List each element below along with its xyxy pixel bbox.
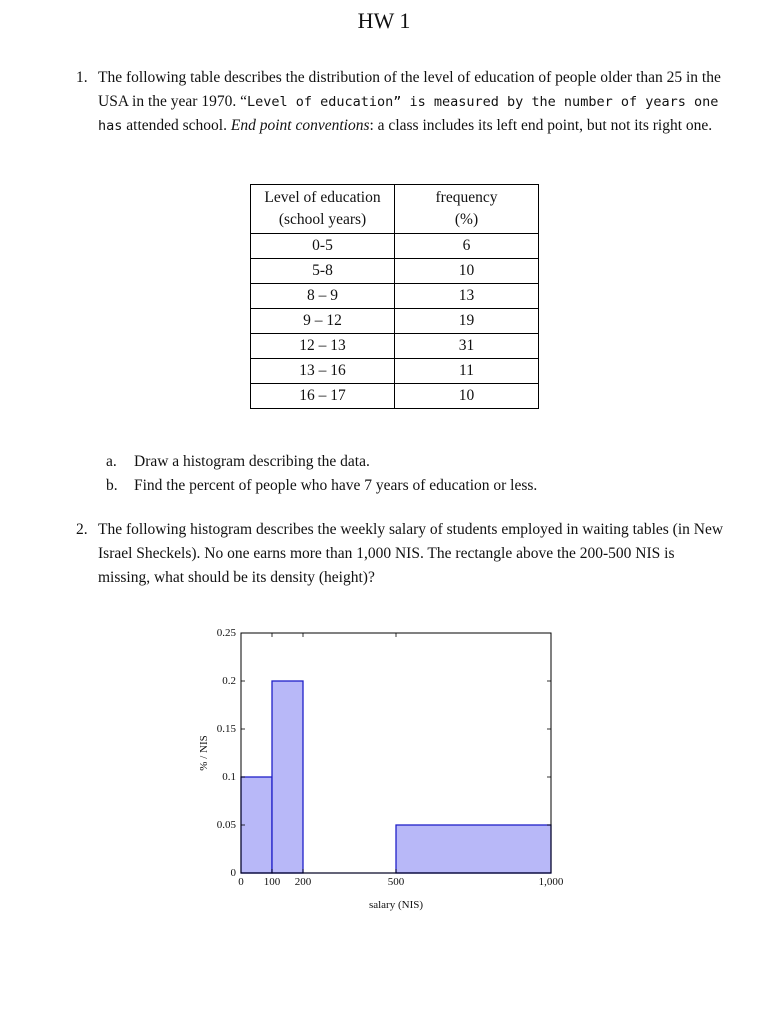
sub-question-b [106, 474, 537, 498]
question-text: The following histogram describes the weekly salary of students employed in waiting tables (in New Israel Sheckels). No one earns more than 1,000 NIS. The rectangle above the 200-500 NIS is missing, what should be its density (height)? [98, 521, 724, 586]
education-table [250, 184, 539, 409]
table-cell: 5-8 [251, 259, 395, 284]
page-title: HW 1 [357, 8, 411, 33]
sub-question-text: Find the percent of people who have 7 years of education or less. [134, 477, 538, 494]
question-text-part: attended school. [126, 117, 231, 134]
table-cell: 19 [395, 309, 539, 334]
table-cell: 10 [395, 259, 539, 284]
y-axis-label: % / NIS [198, 735, 210, 771]
table-cell: 10 [395, 384, 539, 409]
sub-question-text: Draw a histogram describing the data. [134, 453, 370, 470]
table-cell: 31 [395, 334, 539, 359]
question-number: 2. [76, 521, 88, 538]
x-tick-label: 0 [238, 876, 244, 888]
x-tick-label: 200 [294, 876, 312, 888]
table-header-row [251, 185, 539, 234]
table-cell: 6 [395, 234, 539, 259]
question-1 [76, 66, 726, 138]
table-row [251, 234, 539, 259]
salary-histogram [190, 620, 580, 920]
table-cell: 12 – 13 [251, 334, 395, 359]
column-header-level [251, 185, 395, 234]
table-row [251, 309, 539, 334]
table-row [251, 259, 539, 284]
header-line: (school years) [278, 211, 367, 228]
column-header-frequency [395, 185, 539, 234]
x-axis-label: salary (NIS) [368, 899, 424, 911]
y-tick-label: 0.1 [222, 771, 236, 783]
sub-question-label: b. [106, 477, 118, 494]
question-2 [76, 518, 726, 590]
histogram-bar [241, 777, 272, 873]
y-tick-label: 0.05 [216, 819, 236, 831]
table-row [251, 284, 539, 309]
question-text-part: The following table describes the distribution of the level of education of people older than 25 in the USA in the year 1970. “ [98, 69, 721, 110]
header-line: frequency [435, 189, 498, 206]
table-cell: 16 – 17 [251, 384, 395, 409]
table-row [251, 334, 539, 359]
question-text-emphasis: End point conventions [230, 117, 370, 134]
header-line: (%) [454, 211, 479, 228]
table-row [251, 384, 539, 409]
question-text-part: : a class includes its left end point, but not its right one. [369, 117, 713, 134]
y-tick-label: 0 [230, 867, 236, 879]
question-number: 1. [76, 69, 88, 86]
y-tick-label: 0.25 [216, 627, 236, 639]
histogram-bar [396, 825, 551, 873]
table-cell: 13 [395, 284, 539, 309]
table-row [251, 359, 539, 384]
y-tick-label: 0.2 [222, 675, 236, 687]
table-cell: 11 [395, 359, 539, 384]
x-tick-label: 1,000 [538, 876, 564, 888]
y-tick-label: 0.15 [216, 723, 236, 735]
sub-question-a [106, 450, 370, 474]
header-line: Level of education [264, 189, 381, 206]
x-tick-label: 100 [263, 876, 281, 888]
histogram-bar [272, 681, 303, 873]
table-cell: 0-5 [251, 234, 395, 259]
table-cell: 9 – 12 [251, 309, 395, 334]
table-cell: 8 – 9 [251, 284, 395, 309]
question-text-mono: Level of education” is measured by the number of years one has [98, 94, 719, 134]
table-cell: 13 – 16 [251, 359, 395, 384]
sub-question-label: a. [106, 453, 117, 470]
x-tick-label: 500 [387, 876, 405, 888]
question-text [98, 66, 726, 138]
